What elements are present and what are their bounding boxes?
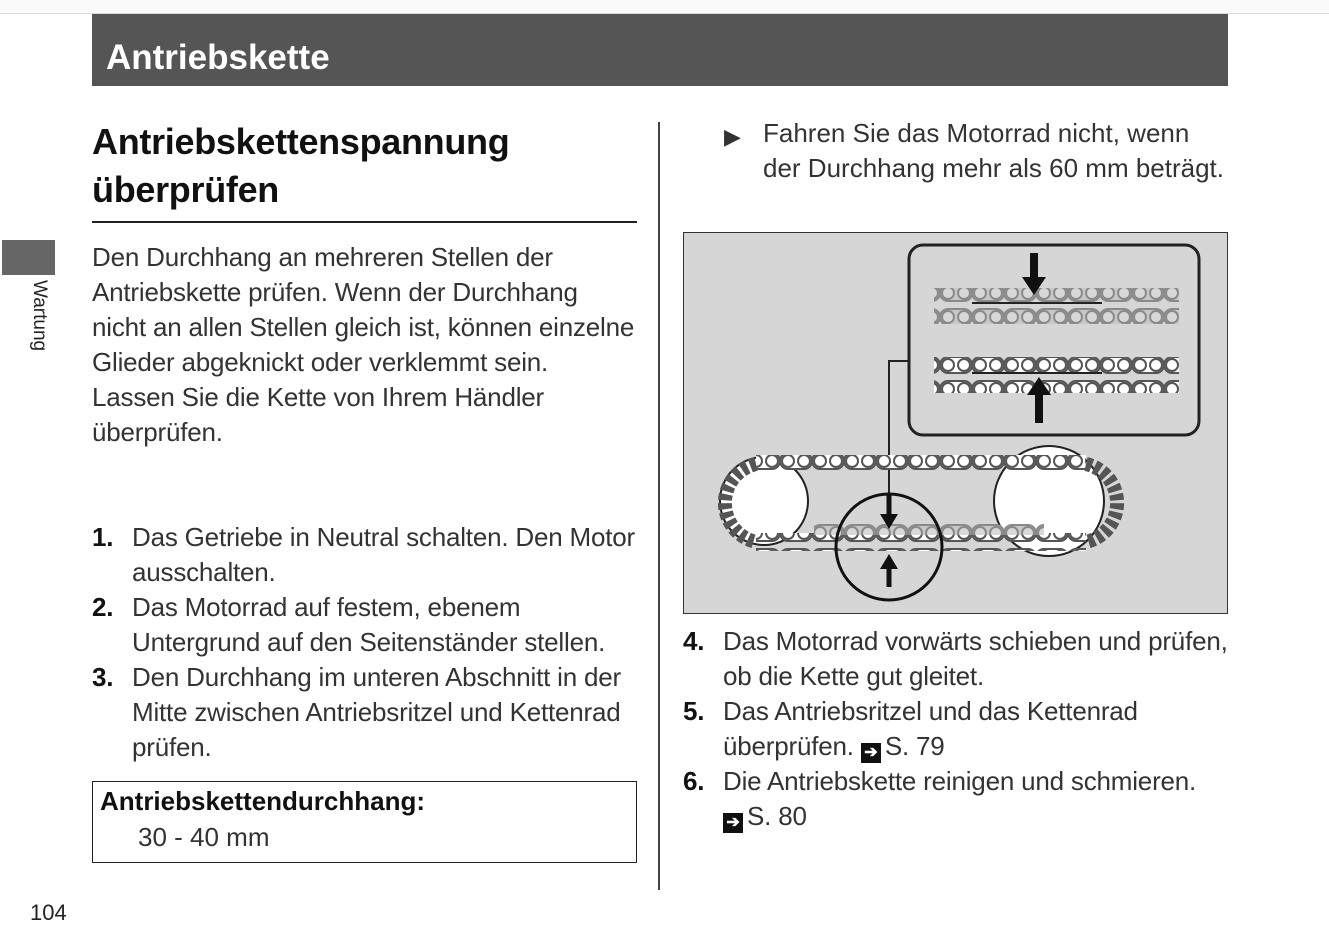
page-reference-arrow-icon[interactable]: ➔ (861, 743, 881, 763)
step-text: Das Motorrad auf festem, ebenem Untergrund auf den Seitenständer stellen. (132, 592, 606, 657)
step-number: 6. (683, 766, 705, 796)
section-side-label: Wartung (29, 280, 50, 352)
list-item (683, 624, 1243, 694)
intro-text (92, 240, 637, 450)
column-divider (658, 122, 660, 890)
section-heading-line2: überprüfen (92, 169, 280, 210)
intro-paragraph-1: Den Durchhang an mehreren Stellen der Antriebskette prüfen. Wenn der Durchhang nicht an allen Stellen gleich ist, können einzelne Glieder abgeknickt oder verklemmt sein. (92, 242, 635, 377)
spec-box (92, 781, 637, 863)
page-reference-arrow-icon[interactable]: ➔ (723, 813, 743, 833)
triangle-right-icon: ▶ (724, 124, 741, 149)
chain-slack-illustration (683, 232, 1228, 614)
chapter-title: Antriebskette (106, 38, 330, 77)
intro-paragraph-2: Lassen Sie die Kette von Ihrem Händler überprüfen. (92, 382, 544, 447)
chain-diagram-svg (684, 233, 1227, 613)
steps-list-left (92, 520, 637, 765)
spec-value: 30 - 40 mm (138, 822, 270, 852)
list-item (92, 520, 637, 590)
section-tab-marker (2, 240, 55, 275)
list-item (683, 764, 1243, 834)
leader-line (889, 361, 909, 495)
list-item (92, 660, 637, 765)
page-number: 104 (30, 900, 67, 925)
heading-underline (92, 221, 637, 223)
step-text: Das Motorrad vorwärts schieben und prüfen, ob die Kette gut gleitet. (723, 626, 1228, 691)
page-reference-link[interactable]: S. 80 (747, 801, 807, 831)
step-number: 2. (92, 592, 114, 622)
step-text: Die Antriebskette reinigen und schmieren. (723, 766, 1197, 796)
section-heading (92, 118, 637, 214)
spec-label: Antriebskettendurchhang: (100, 786, 426, 816)
step-number: 1. (92, 522, 114, 552)
page-reference-link[interactable]: S. 79 (884, 731, 945, 761)
viewer-top-strip (0, 0, 1329, 14)
warning-text: Fahren Sie das Motorrad nicht, wenn der Durchhang mehr als 60 mm beträgt. (763, 118, 1224, 183)
step-text: Den Durchhang im unteren Abschnitt in der Mitte zwischen Antriebsritzel und Kettenrad prüfen. (132, 662, 621, 762)
section-heading-line1: Antriebskettenspannung (92, 121, 510, 162)
step-text: Das Getriebe in Neutral schalten. Den Motor ausschalten. (132, 522, 635, 587)
step-number: 5. (683, 696, 705, 726)
detail-inset (909, 245, 1199, 435)
chapter-header (92, 14, 1228, 86)
warning-note (724, 116, 1224, 186)
steps-list-right (683, 624, 1243, 834)
step-number: 3. (92, 662, 114, 692)
list-item (92, 590, 637, 660)
step-text: Das Antriebsritzel und das Kettenrad überprüfen. (723, 696, 1138, 761)
step-number: 4. (683, 626, 705, 656)
list-item (683, 694, 1243, 764)
